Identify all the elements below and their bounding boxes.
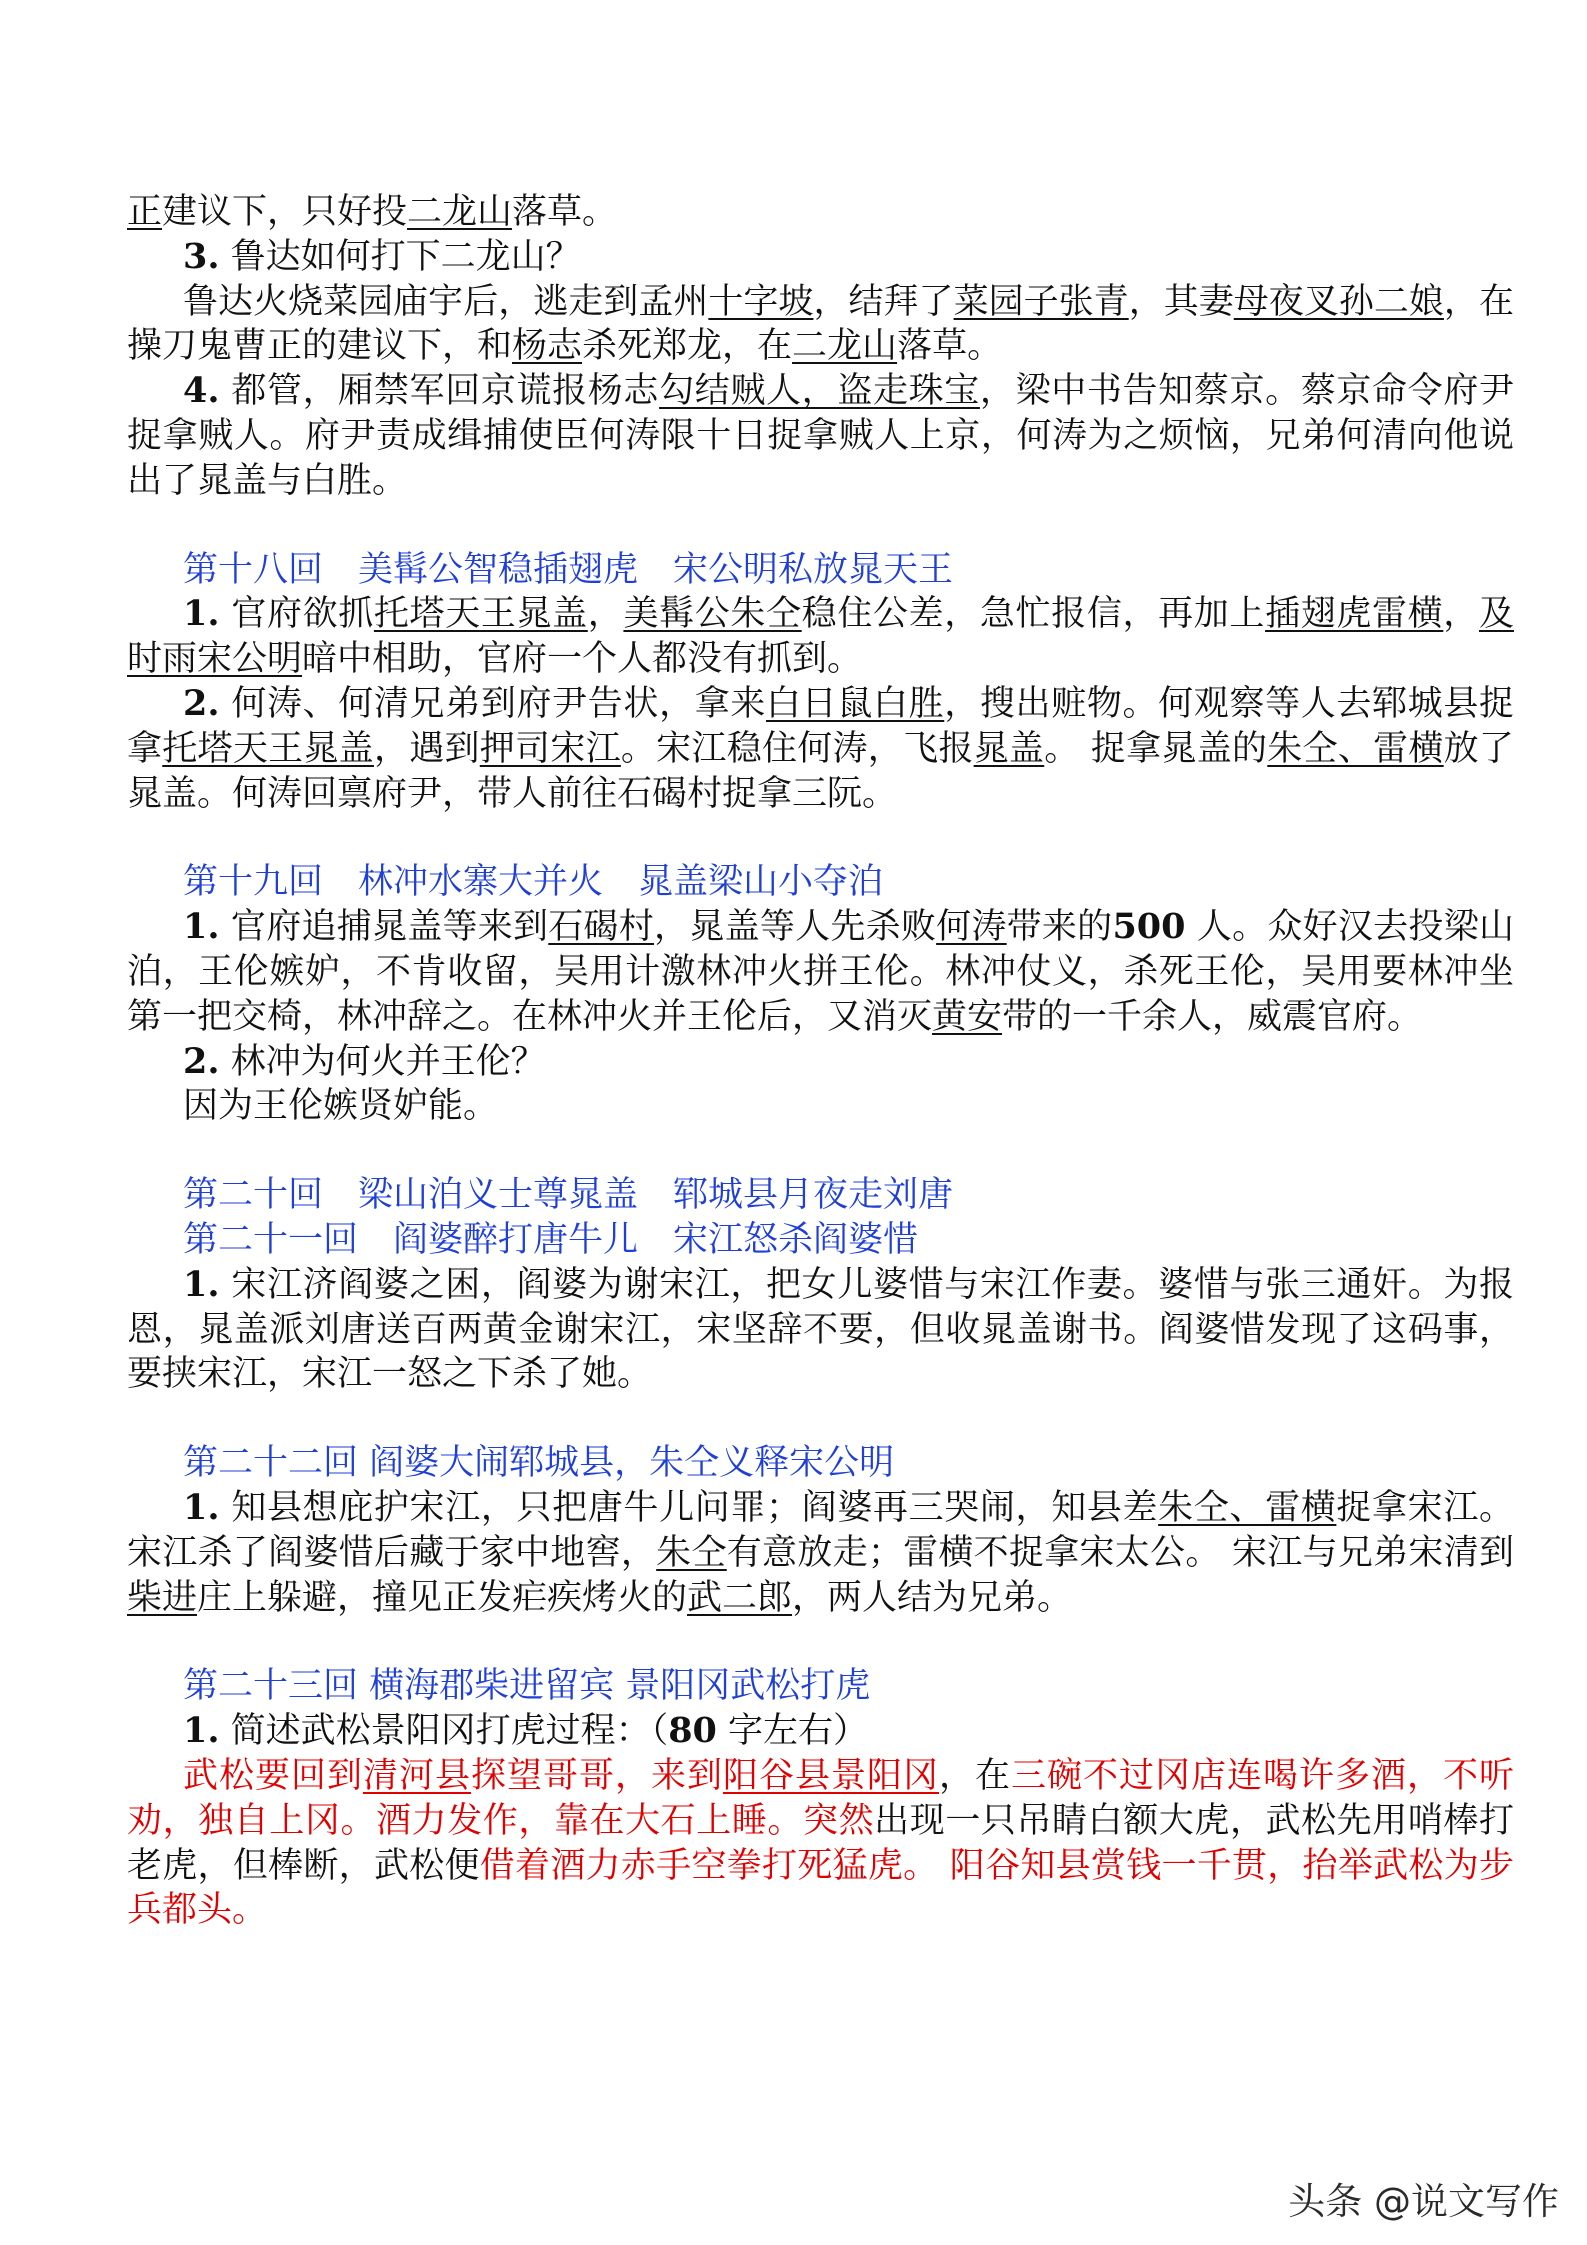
chapter-heading-18: 第十八回 美髯公智稳插翅虎 宋公明私放晁天王 — [183, 549, 954, 590]
underlined-text: 菜园子张青 — [953, 281, 1129, 322]
highlighted-text: 武松要回到 — [183, 1755, 363, 1796]
watermark: 头条 @说文写作 — [1288, 2180, 1559, 2223]
answer-23-1 — [127, 1754, 1514, 1933]
paragraph-4 — [127, 369, 1514, 503]
highlighted-text: 探望哥哥，来到 — [471, 1755, 723, 1796]
paragraph-top — [127, 190, 1514, 235]
paragraph-text: 何涛、何清兄弟到府尹告状，拿来 — [219, 683, 767, 724]
paragraph-text: ，搜出赃物。何观察等人去郓城县捉拿 — [127, 683, 1514, 769]
paragraph-text: 落草。 — [512, 192, 618, 232]
underlined-text: 勾结贼人，盗走珠宝 — [659, 371, 980, 412]
paragraph-text: 宋江济阎婆之困，阎婆为谢宋江，把女儿婆惜与宋江作妻。婆惜与张三通奸。为报恩，晁盖派刘唐送百两黄金谢宋江，宋坚辞不要，但收晁盖谢书。阎婆惜发现了这码事，要挟宋江，宋江一怒之下杀了她。 — [127, 1264, 1514, 1395]
chapter-heading-20: 第二十回 梁山泊义士尊晁盖 郓城县月夜走刘唐 — [183, 1175, 954, 1216]
underlined-text: 柴进 — [127, 1577, 198, 1618]
paragraph-19-1 — [127, 905, 1514, 1039]
underlined-text: 美髯公朱仝 — [623, 594, 802, 635]
document-page — [127, 190, 1514, 1933]
paragraph-text: 带来的 — [1006, 907, 1113, 948]
paragraph-text: 放了晁盖。何涛回禀府尹，带人前往石碣村捉拿三阮。 — [127, 728, 1514, 814]
paragraph-text: 鲁达火烧菜园庙宇后，逃走到孟州 — [183, 281, 709, 322]
question-19-2 — [127, 1040, 1514, 1085]
underlined-text: 石碣村 — [548, 907, 655, 948]
bold-number: 500 — [1112, 906, 1186, 948]
underlined-text: 二龙山 — [792, 326, 898, 367]
highlighted-underlined-text: 清河县 — [363, 1755, 471, 1796]
underlined-text: 朱仝、雷横 — [1267, 728, 1444, 769]
paragraph-text: 。宋江稳住何涛，飞报 — [620, 728, 974, 769]
paragraph-text: 都管，厢禁军回京谎报杨志 — [219, 371, 660, 412]
underlined-text: 母夜叉孙二娘 — [1233, 281, 1444, 322]
item-number: 1. — [183, 1263, 220, 1305]
underlined-text: 托塔天王晁盖 — [162, 728, 374, 769]
paragraph-22-1 — [127, 1486, 1514, 1620]
underlined-text: 晁盖 — [973, 728, 1045, 769]
paragraph-text: 带的一千余人，威震官府。 — [1002, 996, 1423, 1037]
paragraph-18-1 — [127, 592, 1514, 682]
paragraph-text: ，遇到 — [373, 728, 480, 769]
paragraph-text: 出现一只吊睛白额大虎，武松先用哨棒打老虎，但棒断，武松便 — [127, 1800, 1514, 1886]
paragraph-text: 建议下，只好投 — [162, 192, 408, 232]
paragraph-text: 庄上躲避，撞见正发疟疾烤火的 — [197, 1577, 688, 1618]
question-text: 字左右） — [716, 1711, 869, 1752]
item-number: 4. — [183, 370, 220, 412]
question-text: 简述武松景阳冈打虎过程：（ — [219, 1711, 669, 1752]
underlined-text: 朱仝、雷横 — [1158, 1487, 1337, 1528]
paragraph-text: 官府欲抓 — [219, 594, 374, 635]
underlined-text: 武二郎 — [687, 1577, 793, 1618]
paragraph-text: 捉拿宋江。宋江杀了阎婆惜后藏于家中地窖， — [127, 1487, 1514, 1573]
paragraph-text: ，梁中书告知蔡京。蔡京命令府尹捉拿贼人。府尹责成缉捕使臣何涛限十日捉拿贼人上京，何涛为之烦恼，兄弟何清向他说出了晁盖与白胜。 — [127, 371, 1514, 501]
question-23-1 — [127, 1709, 1514, 1754]
paragraph-text: 杀死郑龙，在 — [582, 326, 793, 367]
paragraph-text: 落草。 — [897, 326, 1003, 367]
item-number: 1. — [183, 1486, 220, 1528]
item-number: 1. — [183, 906, 220, 948]
bold-number: 80 — [668, 1710, 717, 1752]
item-number: 1. — [183, 1710, 220, 1752]
underlined-text: 插翅虎雷横 — [1265, 594, 1444, 635]
chapter-heading-23: 第二十三回 横海郡柴进留宾 景阳冈武松打虎 — [183, 1666, 871, 1707]
paragraph-text: 。 捉拿晁盖的 — [1044, 728, 1268, 769]
paragraph-text: ，结拜了 — [813, 281, 954, 322]
underlined-text: 杨志 — [512, 326, 583, 367]
item-number: 2. — [183, 682, 220, 724]
underlined-text: 何涛 — [936, 907, 1007, 948]
paragraph-text: 官府追捕晁盖等来到 — [219, 907, 549, 948]
paragraph-text: 稳住公差，急忙报信，再加上 — [801, 594, 1266, 635]
item-number: 2. — [183, 1040, 220, 1082]
chapter-heading-19: 第十九回 林冲水寨大并火 晁盖梁山小夺泊 — [183, 862, 884, 903]
highlighted-text: 借着酒力赤手空拳打死猛虎。 阳谷知县赏钱一千贯，抬举武松为步兵都头。 — [127, 1845, 1514, 1931]
underlined-text: 朱仝 — [656, 1532, 727, 1573]
answer-3 — [127, 280, 1514, 370]
underlined-text: 黄安 — [932, 996, 1003, 1037]
underlined-text: 十字坡 — [708, 281, 814, 322]
chapter-heading-21: 第二十一回 阎婆醉打唐牛儿 宋江怒杀阎婆惜 — [183, 1219, 919, 1260]
question-text: 林冲为何火并王伦？ — [219, 1041, 546, 1082]
answer-19-2: 因为王伦嫉贤妒能。 — [183, 1086, 499, 1127]
underlined-text: 白日鼠白胜 — [766, 683, 945, 724]
underlined-text: 押司宋江 — [479, 728, 621, 769]
question-text: 鲁达如何打下二龙山？ — [219, 236, 581, 277]
chapter-heading-22: 第二十二回 阎婆大闹郓城县，朱仝义释宋公明 — [183, 1443, 895, 1484]
paragraph-text: ，晁盖等人先杀败 — [654, 907, 937, 948]
paragraph-text: ， — [1443, 594, 1479, 635]
paragraph-text: ， — [587, 594, 624, 635]
highlighted-text: 三碗不过冈店连喝许多酒，不听劝，独自上冈。酒力发作，靠在大石上睡。突然 — [127, 1755, 1514, 1841]
highlighted-underlined-text: 阳谷县景阳冈 — [722, 1755, 939, 1796]
paragraph-text: ，在 — [938, 1755, 1011, 1796]
paragraph-text: 暗中相助，官府一个人都没有抓到。 — [302, 639, 863, 680]
paragraph-text: 人。众好汉去投梁山泊，王伦嫉妒，不肯收留，吴用计激林冲火拼王伦。林冲仗义，杀死王伦，吴用要林冲坐第一把交椅，林冲辞之。在林冲火并王伦后，又消灭 — [127, 907, 1514, 1037]
question-3 — [127, 235, 1514, 280]
paragraph-text: ，在操刀鬼曹正的建议下，和 — [127, 281, 1514, 367]
underlined-text: 及时雨宋公明 — [127, 594, 1514, 680]
underlined-text: 正 — [127, 192, 163, 232]
paragraph-text: 知县想庇护宋江，只把唐牛儿问罪；阎婆再三哭闹，知县差 — [219, 1487, 1159, 1528]
paragraph-text: ，两人结为兄弟。 — [792, 1577, 1073, 1618]
item-number: 3. — [183, 235, 220, 277]
paragraph-text: 有意放走；雷横不捉拿宋太公。 宋江与兄弟宋清到 — [726, 1532, 1514, 1573]
underlined-text: 托塔天王晁盖 — [373, 594, 588, 635]
item-number: 1. — [183, 593, 220, 635]
paragraph-text: ，其妻 — [1128, 281, 1234, 322]
paragraph-18-2 — [127, 682, 1514, 816]
paragraph-21-1 — [127, 1263, 1514, 1397]
underlined-text: 二龙山 — [407, 192, 513, 232]
